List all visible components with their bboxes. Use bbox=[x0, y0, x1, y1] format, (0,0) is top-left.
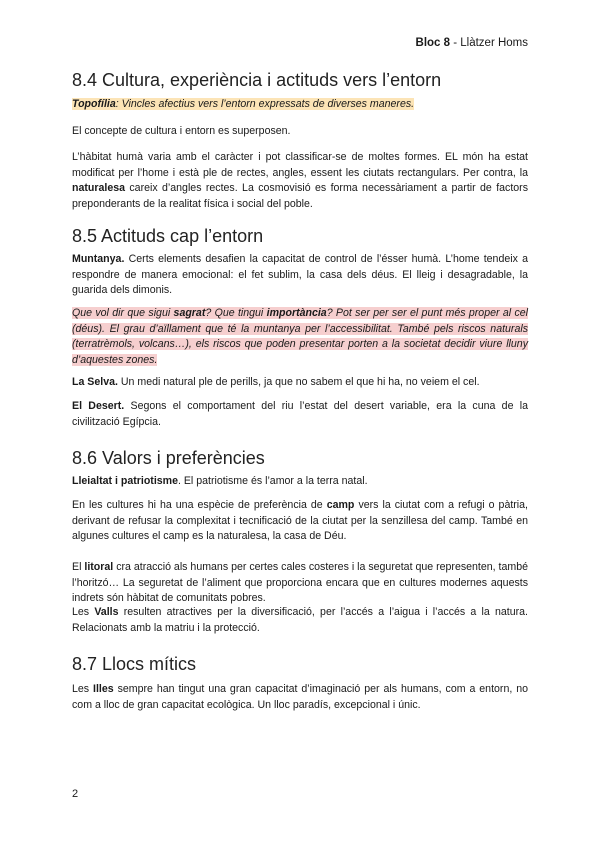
lleialtat-text: . El patriotisme és l’amor a la terra natal. bbox=[177, 475, 368, 487]
illes-text-a: Les bbox=[72, 683, 94, 695]
selva-text: Un medi natural ple de perills, ja que no sabem el que hi ha, no veiem el cel. bbox=[117, 376, 480, 388]
topofilia-definition bbox=[72, 97, 528, 113]
desert-term: El Desert. bbox=[72, 400, 125, 412]
litoral-term: litoral bbox=[84, 561, 114, 573]
paragraph-culture: El concepte de cultura i entorn es superposen. bbox=[72, 125, 291, 137]
q-part1: Que vol dir que sigui bbox=[72, 307, 174, 319]
paragraph-illes bbox=[72, 682, 528, 713]
lleialtat-term: Lleialtat i patriotisme bbox=[72, 475, 178, 487]
muntanya-text: Certs elements desafien la capacitat de control de l’ésser humà. L’home tendeix a respondre de manera emocional: el fet sublim, la casa dels déus. El lleig i desagradable, la guarida dels dimonis. bbox=[72, 253, 528, 297]
header-bloc: Bloc 8 bbox=[415, 37, 451, 49]
selva-term: La Selva. bbox=[72, 376, 118, 388]
q-part5: ? Pot ser per ser el punt més proper al cel (déus). El grau d’aïllament que té la muntanya per l’accessibilitat. També pels riscos naturals (terratrèmols, volcans…), els riscos que poden presentar porten a la societat decidir viure lluny d’aquestes zones. bbox=[72, 307, 528, 366]
section-8-6-title: 8.6 Valors i preferències bbox=[72, 448, 265, 468]
topofilia-term: Topofília bbox=[72, 98, 116, 110]
section-8-5-title: 8.5 Actituds cap l’entorn bbox=[72, 226, 264, 246]
header-author: - Llàtzer Homs bbox=[450, 37, 528, 49]
q-sagrat: sagrat bbox=[173, 307, 206, 319]
litoral-text-c: cra atracció als humans per certes cales costeres i la seguretat que representen, també l’horitzó… La seguretat de l’aliment que proporciona encara que en cultures modernes aquests indrets són hàbitat de comunitats pobres. bbox=[72, 561, 528, 605]
paragraph-valls bbox=[72, 605, 528, 636]
section-8-4-title: 8.4 Cultura, experiència i actituds vers l’entorn bbox=[72, 70, 442, 90]
paragraph-litoral bbox=[72, 560, 528, 607]
desert-text: Segons el comportament del riu l’estat del desert variable, era la cuna de la civilització Egípcia. bbox=[72, 400, 529, 428]
q-importancia: importància bbox=[266, 307, 327, 319]
camp-text-c: vers la ciutat com a refugi o pàtria, derivant de refusar la complexitat i tecnificació de la ciutat per la senzillesa del camp. També en algunes cultures el camp es la naturalesa, la casa de Déu. bbox=[72, 499, 528, 543]
paragraph-selva bbox=[72, 375, 528, 391]
paragraph-muntanya bbox=[72, 252, 528, 299]
illes-term: Illes bbox=[93, 683, 114, 695]
muntanya-term: Muntanya. bbox=[72, 253, 125, 265]
highlighted-question bbox=[72, 306, 528, 368]
paragraph-habitat bbox=[72, 150, 528, 212]
paragraph-desert bbox=[72, 399, 528, 430]
topofilia-def: : Vincles afectius vers l’entorn expressats de diverses maneres. bbox=[115, 98, 415, 110]
section-8-7-title: 8.7 Llocs mítics bbox=[72, 654, 197, 674]
valls-text-c: resulten atractives per la diversificació, per l’accés a l’aigua i l’accés a la natura. Relacionats amb la matriu i la protecció. bbox=[72, 606, 529, 634]
running-header bbox=[416, 37, 528, 49]
camp-text-a: En les cultures hi ha una espècie de preferència de bbox=[72, 499, 327, 511]
q-part3: ? Que tingui bbox=[205, 307, 267, 319]
habitat-text-c: careix d’angles rectes. La cosmovisió es forma necessàriament a partir de factors preponderants de la realitat física i social del poble. bbox=[72, 182, 528, 210]
paragraph-lleialtat bbox=[72, 474, 528, 490]
litoral-text-a: El bbox=[72, 561, 85, 573]
camp-term: camp bbox=[326, 499, 355, 511]
valls-text-a: Les bbox=[72, 606, 95, 618]
valls-term: Valls bbox=[94, 606, 119, 618]
illes-text-c: sempre han tingut una gran capacitat d’imaginació per als humans, com a entorn, no com a lloc de gran capacitat ecològica. Un lloc paradís, excepcional i únic. bbox=[72, 683, 528, 711]
page-number: 2 bbox=[72, 788, 79, 800]
habitat-text-a: L’hàbitat humà varia amb el caràcter i pot classificar-se de moltes formes. EL món ha estat modificat per l’home i està ple de rectes, angles, essent les ciutats rectangulars. Per contra, la bbox=[72, 151, 528, 179]
habitat-term: naturalesa bbox=[72, 182, 125, 195]
paragraph-camp bbox=[72, 498, 528, 545]
